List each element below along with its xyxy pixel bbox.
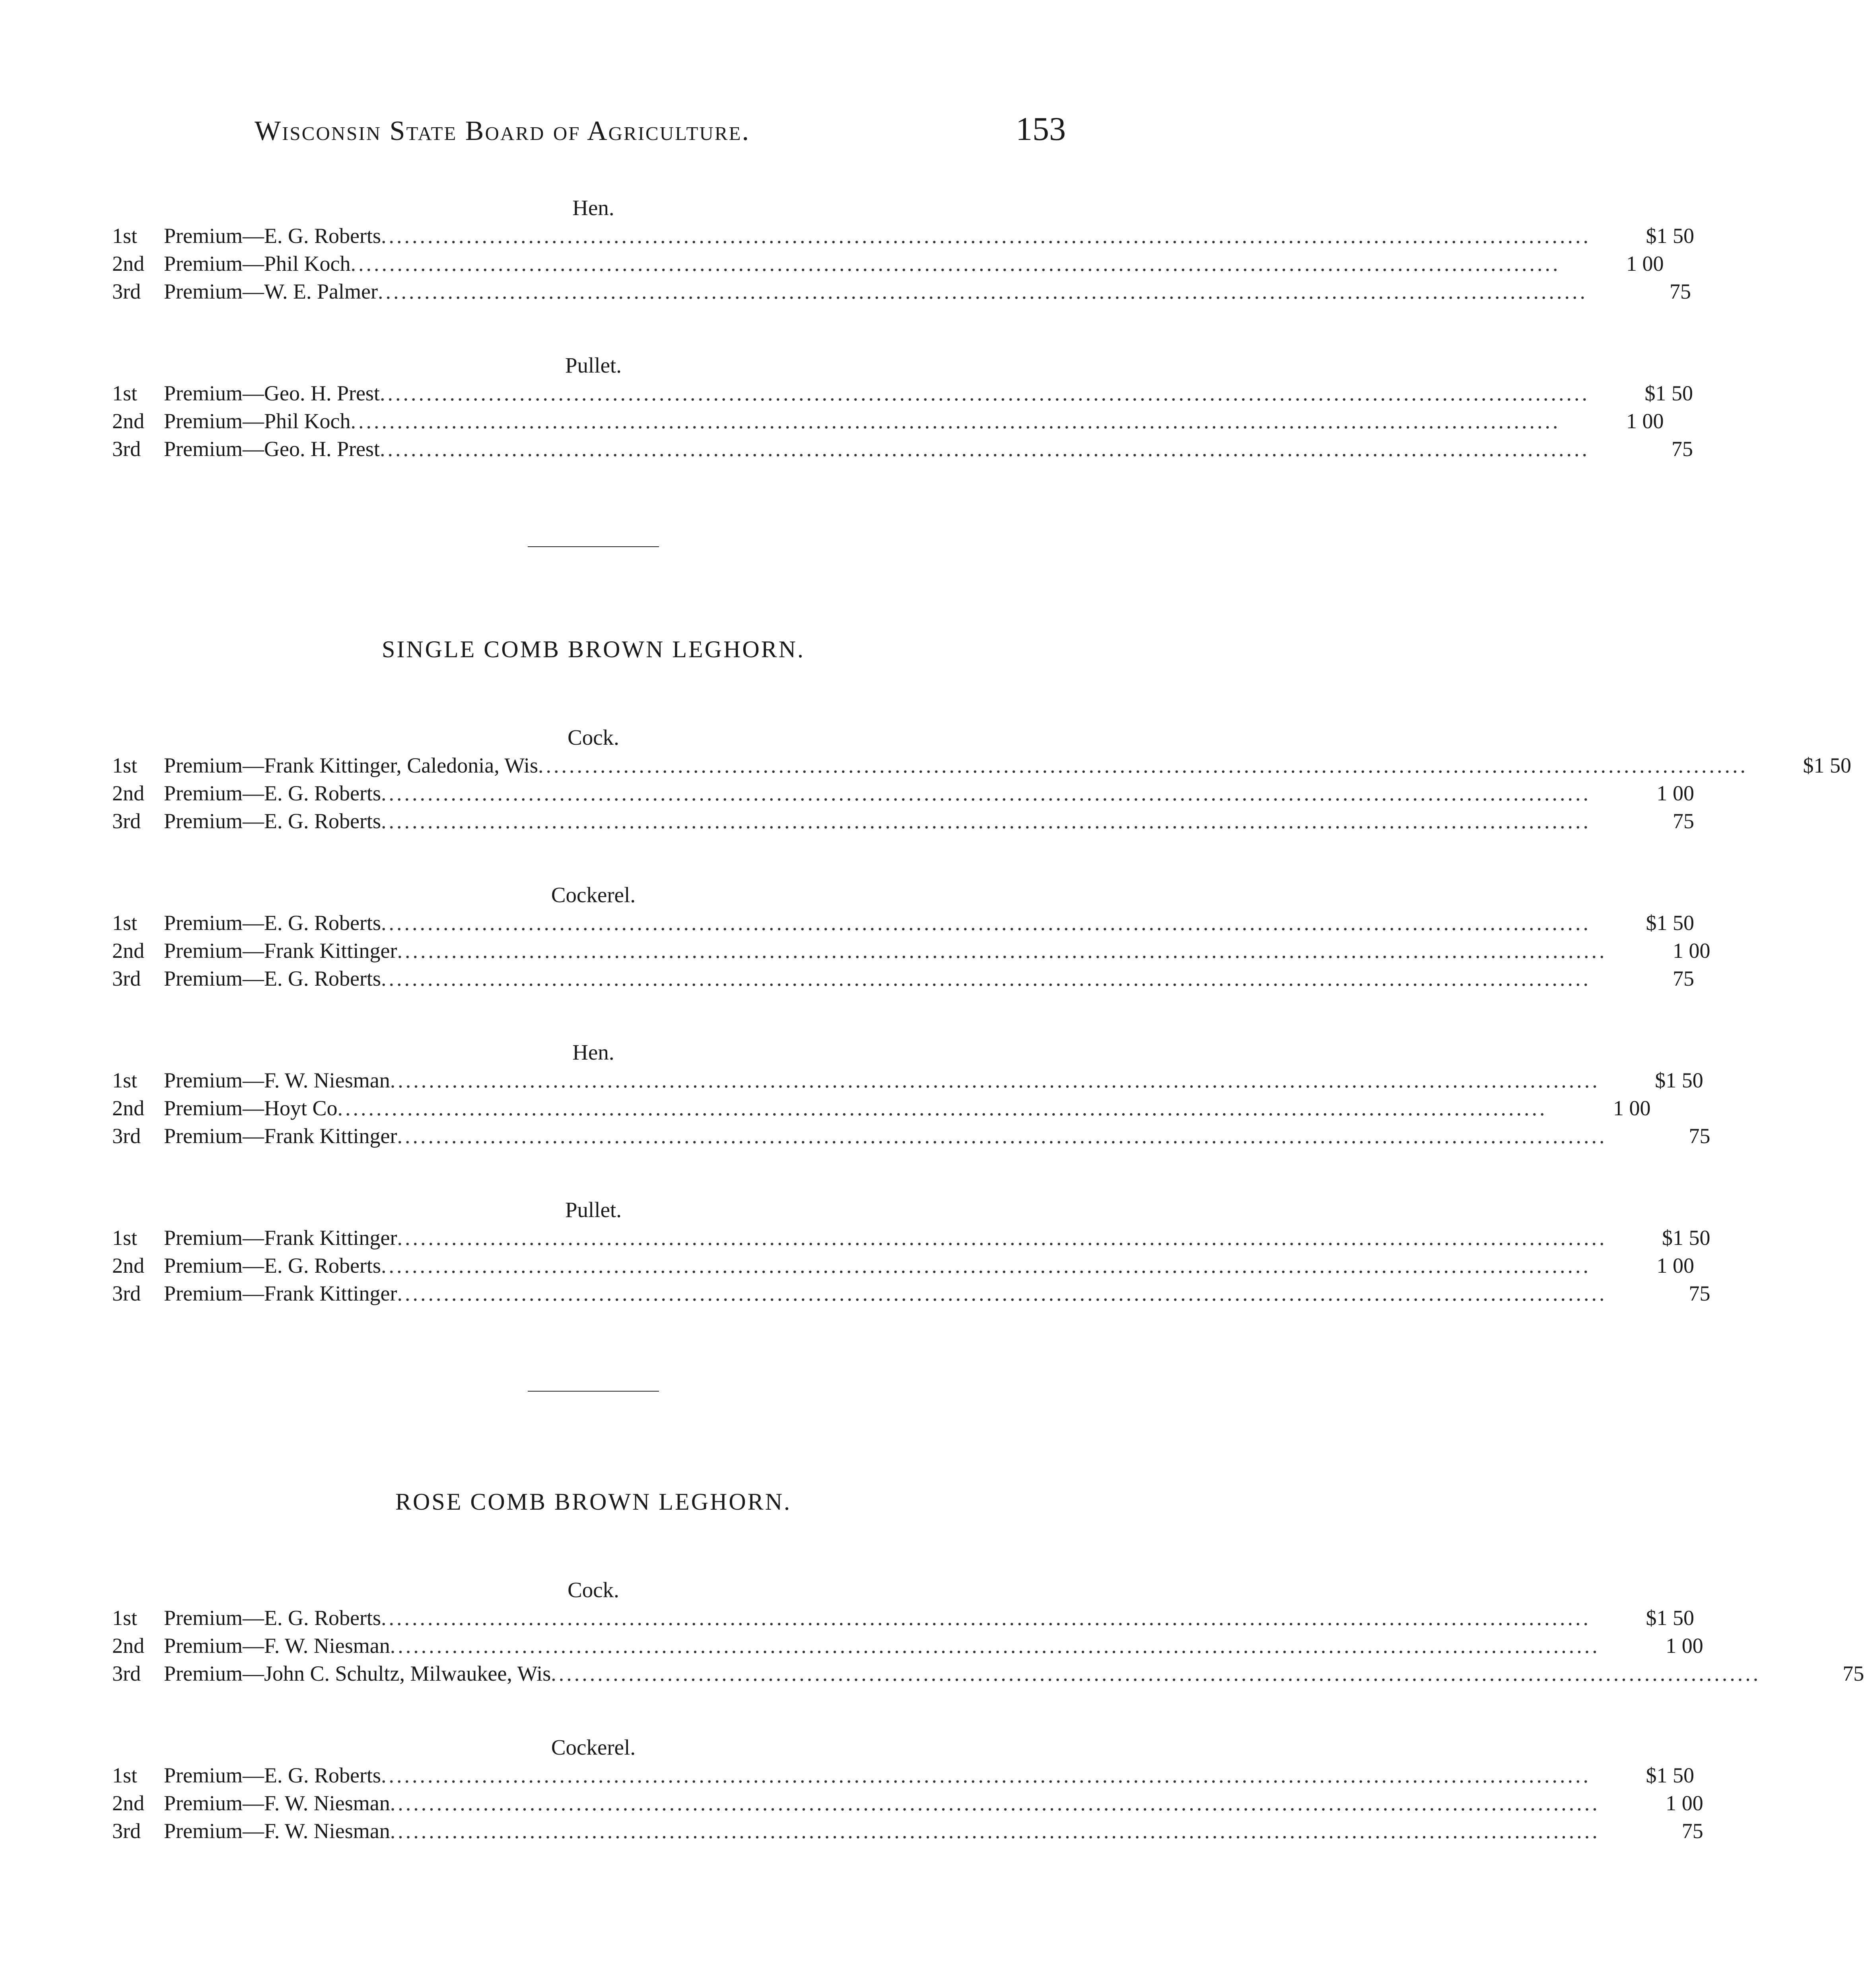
dot-leader: ............................................................................................................................................................ [390, 1791, 1600, 1815]
dot-leader: ............................................................................................................................................................ [381, 224, 1591, 248]
award-entry: Premium—John C. Schultz, Milwaukee, Wis [164, 1662, 551, 1685]
continued-section [112, 194, 1694, 463]
award-place: 2nd [112, 1254, 144, 1277]
dot-leader: ............................................................................................................................................................ [379, 437, 1590, 461]
award-place: 3rd [112, 967, 141, 990]
award-amount: 1 00 [1626, 409, 1664, 433]
award-row [112, 779, 1694, 807]
award-place: 2nd [112, 252, 144, 276]
award-row [112, 1632, 1703, 1660]
award-place: 1st [112, 224, 138, 248]
award-row [112, 751, 1852, 779]
award-place: 2nd [112, 1096, 144, 1120]
award-entry: Premium—E. G. Roberts [164, 911, 381, 935]
award-amount: 1 00 [1656, 781, 1694, 805]
award-place: 2nd [112, 939, 144, 963]
class-block-hen [112, 1039, 1710, 1150]
award-entry: Premium—E. G. Roberts [164, 967, 381, 990]
class-block-pullet [112, 1196, 1710, 1307]
award-amount: $1 50 [1646, 1606, 1694, 1630]
award-entry: Premium—F. W. Niesman [164, 1819, 390, 1843]
award-amount: $1 50 [1646, 224, 1694, 248]
award-amount: $1 50 [1646, 911, 1694, 935]
class-title: Pullet. [565, 1198, 622, 1222]
dot-leader: ............................................................................................................................................................ [377, 280, 1588, 303]
award-amount: 1 00 [1666, 1791, 1703, 1815]
award-place: 1st [112, 1226, 138, 1250]
award-entry: Premium—Frank Kittinger [164, 1226, 397, 1250]
award-entry: Premium—Hoyt Co [164, 1096, 338, 1120]
dot-leader: ............................................................................................................................................................ [350, 409, 1561, 433]
award-amount: 75 [1681, 1819, 1703, 1843]
award-amount: $1 50 [1644, 381, 1693, 405]
award-row [112, 1817, 1703, 1845]
award-entry: Premium—F. W. Niesman [164, 1791, 390, 1815]
award-place: 1st [112, 911, 138, 935]
class-title: Cockerel. [551, 883, 636, 907]
class-block-hen [112, 194, 1694, 305]
award-row [112, 250, 1664, 278]
award-place: 3rd [112, 1281, 141, 1305]
award-place: 2nd [112, 1634, 144, 1658]
award-entry: Premium—Frank Kittinger, Caledonia, Wis [164, 753, 538, 777]
dot-leader: ............................................................................................................................................................ [379, 381, 1590, 405]
award-entry: Premium—E. G. Roberts [164, 781, 381, 805]
award-row [112, 1761, 1694, 1789]
award-entry: Premium—E. G. Roberts [164, 224, 381, 248]
dot-leader: ............................................................................................................................................................ [381, 1606, 1591, 1630]
award-amount: 75 [1672, 967, 1694, 990]
award-row [112, 1660, 1864, 1687]
class-block-cockerel [112, 881, 1710, 992]
award-amount: $1 50 [1646, 1763, 1694, 1787]
award-amount: 1 00 [1613, 1096, 1651, 1120]
class-block-cockerel [112, 1734, 1703, 1845]
dot-leader: ............................................................................................................................................................ [350, 252, 1561, 276]
dot-leader: ............................................................................................................................................................ [381, 809, 1591, 833]
dot-leader: ............................................................................................................................................................ [381, 1763, 1591, 1787]
award-place: 3rd [112, 809, 141, 833]
award-amount: 75 [1672, 809, 1694, 833]
page-number: 153 [1016, 111, 1066, 148]
dot-leader: ............................................................................................................................................................ [381, 1254, 1591, 1277]
award-entry: Premium—Geo. H. Prest [164, 437, 380, 461]
award-amount: $1 50 [1662, 1226, 1710, 1250]
award-row [112, 937, 1710, 965]
award-row [112, 1279, 1710, 1307]
premium-listings [112, 194, 1864, 1845]
award-row [112, 1252, 1694, 1279]
award-place: 1st [112, 381, 138, 405]
class-title: Cock. [568, 1578, 619, 1602]
award-entry: Premium—Frank Kittinger [164, 939, 397, 963]
award-amount: 1 00 [1672, 939, 1710, 963]
dot-leader: ............................................................................................................................................................ [538, 753, 1748, 777]
award-entry: Premium—E. G. Roberts [164, 809, 381, 833]
award-row [112, 1224, 1710, 1252]
class-title: Hen. [572, 1040, 614, 1064]
award-entry: Premium—Frank Kittinger [164, 1124, 397, 1148]
dot-leader: ............................................................................................................................................................ [551, 1662, 1761, 1685]
section-title: SINGLE COMB BROWN LEGHORN. [382, 636, 805, 662]
award-entry: Premium—Geo. H. Prest [164, 381, 380, 405]
award-amount: 75 [1669, 280, 1691, 303]
award-row [112, 1094, 1651, 1122]
award-place: 3rd [112, 437, 141, 461]
award-place: 2nd [112, 409, 144, 433]
award-place: 1st [112, 1606, 138, 1630]
dot-leader: ............................................................................................................................................................ [390, 1634, 1600, 1658]
page-header [255, 110, 1066, 148]
dot-leader: ............................................................................................................................................................ [390, 1819, 1600, 1843]
award-place: 1st [112, 753, 138, 777]
dot-leader: ............................................................................................................................................................ [381, 911, 1591, 935]
award-place: 3rd [112, 1819, 141, 1843]
class-title: Cockerel. [551, 1735, 636, 1759]
class-block-pullet [112, 351, 1693, 463]
class-title: Pullet. [565, 353, 622, 377]
award-amount: 1 00 [1666, 1634, 1703, 1658]
award-entry: Premium—Phil Koch [164, 252, 351, 276]
award-row [112, 807, 1694, 835]
award-row [112, 909, 1694, 937]
award-entry: Premium—E. G. Roberts [164, 1254, 381, 1277]
dot-leader: ............................................................................................................................................................ [381, 781, 1591, 805]
award-row [112, 435, 1693, 463]
dot-leader: ............................................................................................................................................................ [397, 1124, 1607, 1148]
award-place: 1st [112, 1763, 138, 1787]
running-head: Wisconsin State Board of Agriculture. [255, 116, 750, 146]
award-row [112, 407, 1664, 435]
award-place: 1st [112, 1068, 138, 1092]
award-amount: 75 [1843, 1662, 1864, 1685]
award-entry: Premium—Frank Kittinger [164, 1281, 397, 1305]
award-row [112, 1066, 1703, 1094]
award-entry: Premium—E. G. Roberts [164, 1606, 381, 1630]
award-row [112, 379, 1693, 407]
award-row [112, 1789, 1703, 1817]
award-entry: Premium—E. G. Roberts [164, 1763, 381, 1787]
award-row [112, 965, 1694, 992]
award-amount: $1 50 [1803, 753, 1852, 777]
class-title: Cock. [568, 725, 619, 749]
award-place: 2nd [112, 781, 144, 805]
award-row [112, 222, 1694, 250]
award-place: 3rd [112, 1124, 141, 1148]
dot-leader: ............................................................................................................................................................ [381, 967, 1591, 990]
award-amount: 75 [1671, 437, 1693, 461]
dot-leader: ............................................................................................................................................................ [390, 1068, 1600, 1092]
dot-leader: ............................................................................................................................................................ [397, 1226, 1607, 1250]
award-amount: 75 [1689, 1124, 1710, 1148]
dot-leader: ............................................................................................................................................................ [397, 939, 1607, 963]
single-comb-section [112, 635, 1852, 1307]
class-block-cock [112, 724, 1852, 835]
award-place: 3rd [112, 280, 141, 303]
award-entry: Premium—Phil Koch [164, 409, 351, 433]
award-amount: 1 00 [1626, 252, 1664, 276]
rose-comb-section [112, 1487, 1864, 1845]
award-row [112, 1122, 1710, 1150]
award-place: 3rd [112, 1662, 141, 1685]
award-row [112, 278, 1691, 305]
award-amount: $1 50 [1655, 1068, 1703, 1092]
class-block-cock [112, 1576, 1864, 1687]
dot-leader: ............................................................................................................................................................ [397, 1281, 1607, 1305]
dot-leader: ............................................................................................................................................................ [337, 1096, 1547, 1120]
award-entry: Premium—W. E. Palmer [164, 280, 378, 303]
class-title: Hen. [572, 196, 614, 220]
award-entry: Premium—F. W. Niesman [164, 1068, 390, 1092]
award-place: 2nd [112, 1791, 144, 1815]
award-amount: 1 00 [1656, 1254, 1694, 1277]
section-title: ROSE COMB BROWN LEGHORN. [395, 1489, 792, 1515]
award-entry: Premium—F. W. Niesman [164, 1634, 390, 1658]
award-amount: 75 [1689, 1281, 1710, 1305]
award-row [112, 1604, 1694, 1632]
